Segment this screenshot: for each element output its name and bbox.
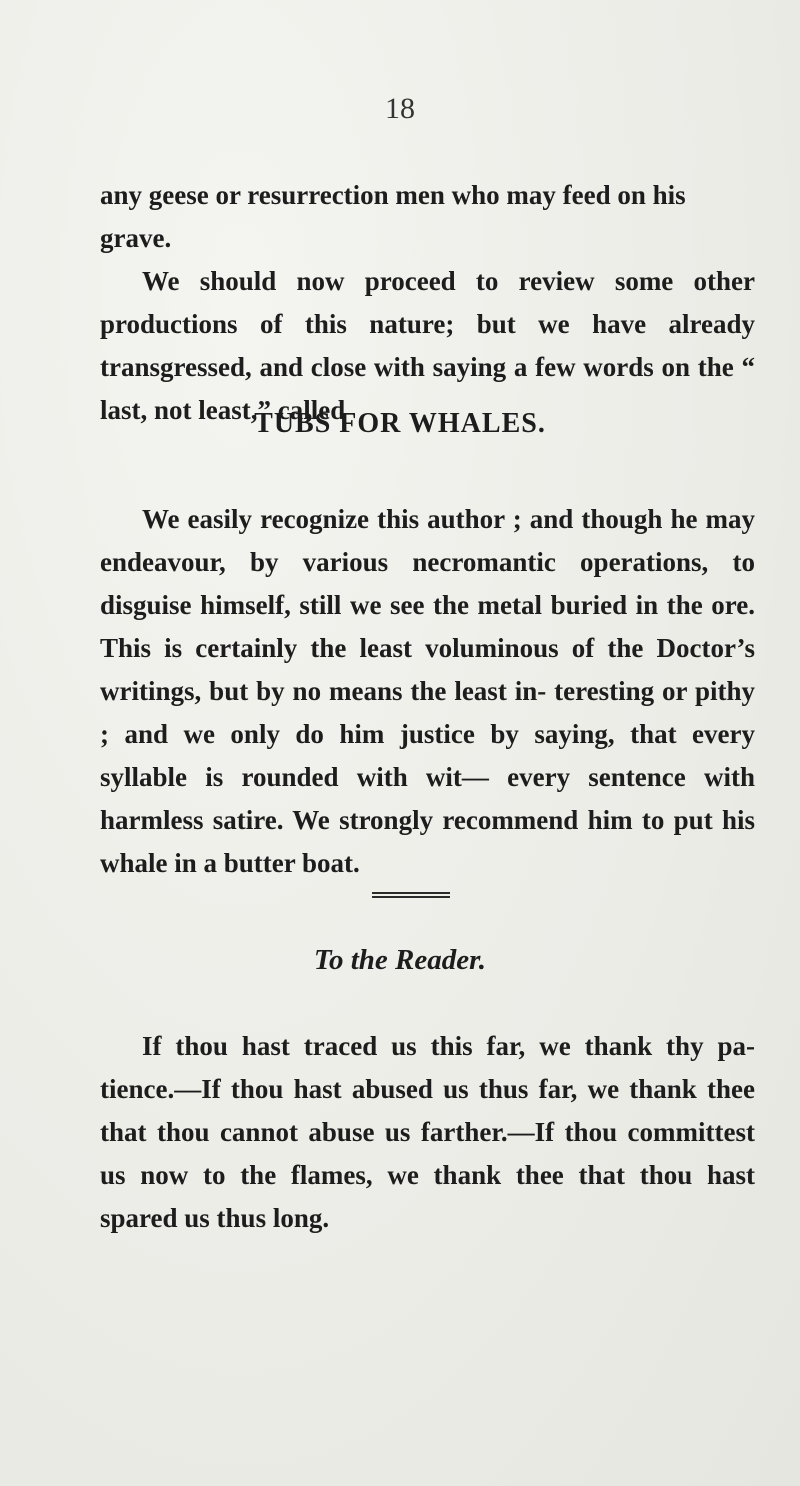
page-number: 18	[385, 92, 415, 125]
paragraph-1-line-1: any geese or resurrection men who may feed on his	[100, 180, 686, 210]
section-heading: TUBS FOR WHALES.	[254, 408, 546, 439]
paragraph-2: We should now proceed to review some other productions of this nature; but we have already transgressed, and close with saying a few words on the “ last, not least,” called	[100, 266, 755, 425]
text-block-top	[100, 174, 755, 432]
reader-heading: To the Reader.	[313, 944, 487, 976]
paragraph-3: We easily recognize this author ; and though he may endeavour, by various necromantic operations, to disguise himself, still we see the metal buried in the ore. This is certainly the least voluminous of the Doctor’s writings, but by no means the least in- teresting or pithy ; and we only do him justice by saying, that every syllable is rounded with wit— every sentence with harmless satire. We strongly recommend him to put his whale in a butter boat.	[100, 504, 755, 878]
text-block-bottom	[100, 1025, 755, 1240]
text-block-middle	[100, 498, 755, 885]
ornamental-divider	[372, 892, 450, 899]
divider-line-2	[372, 896, 450, 898]
paragraph-4: If thou hast traced us this far, we thank thy pa- tience.—If thou hast abused us thus far, we thank thee that thou cannot abuse us farther.—If thou committest us now to the flames, we thank thee that thou hast spared us thus long.	[100, 1031, 755, 1233]
divider-line-1	[372, 892, 450, 894]
paragraph-1-line-2: grave.	[100, 223, 172, 253]
